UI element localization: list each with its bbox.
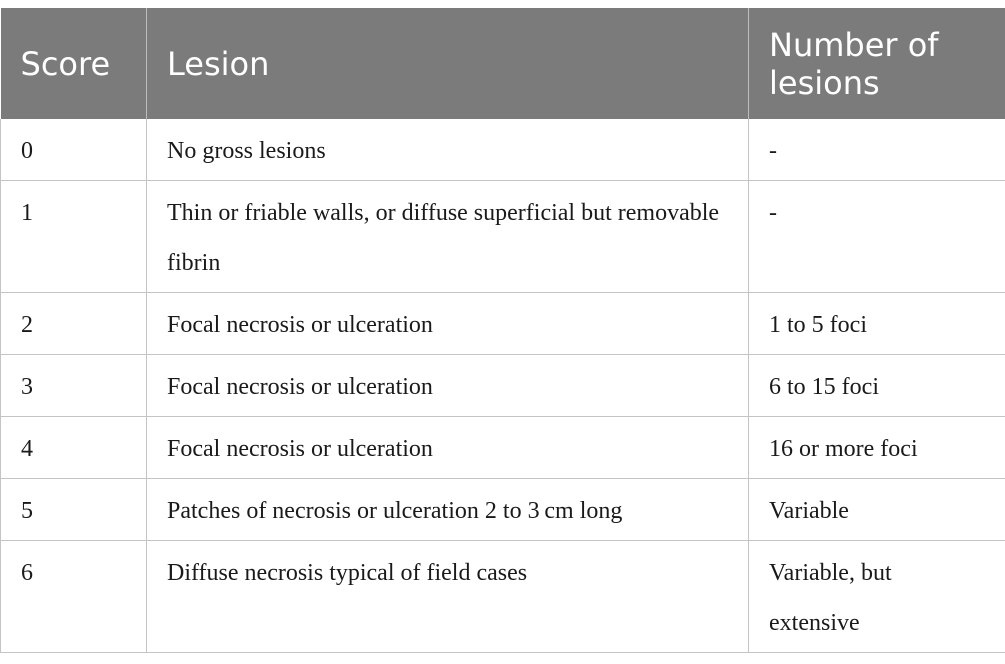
table-row bbox=[1, 293, 1005, 355]
header-number-of-lesions: Number of lesions bbox=[749, 8, 1005, 119]
lesion-cell: Thin or friable walls, or diffuse superficial but removable fibrin bbox=[147, 181, 749, 293]
score-cell: 3 bbox=[1, 355, 147, 417]
number-cell: - bbox=[749, 119, 1005, 181]
lesion-cell: Diffuse necrosis typical of field cases bbox=[147, 541, 749, 653]
lesion-score-table bbox=[0, 8, 1005, 653]
table-row bbox=[1, 119, 1005, 181]
lesion-cell: Patches of necrosis or ulceration 2 to 3 cm long bbox=[147, 479, 749, 541]
header-row bbox=[1, 8, 1005, 119]
number-cell: 16 or more foci bbox=[749, 417, 1005, 479]
header-score: Score bbox=[1, 8, 147, 119]
lesion-cell: No gross lesions bbox=[147, 119, 749, 181]
table-row bbox=[1, 479, 1005, 541]
number-cell: 1 to 5 foci bbox=[749, 293, 1005, 355]
header-lesion: Lesion bbox=[147, 8, 749, 119]
score-cell: 4 bbox=[1, 417, 147, 479]
number-cell: Variable, but extensive bbox=[749, 541, 1005, 653]
score-cell: 6 bbox=[1, 541, 147, 653]
table-row bbox=[1, 417, 1005, 479]
number-cell: Variable bbox=[749, 479, 1005, 541]
number-cell: - bbox=[749, 181, 1005, 293]
lesion-cell: Focal necrosis or ulceration bbox=[147, 355, 749, 417]
table-row bbox=[1, 181, 1005, 293]
lesion-cell: Focal necrosis or ulceration bbox=[147, 293, 749, 355]
number-cell: 6 to 15 foci bbox=[749, 355, 1005, 417]
table-header bbox=[1, 8, 1005, 119]
score-cell: 0 bbox=[1, 119, 147, 181]
score-cell: 1 bbox=[1, 181, 147, 293]
lesion-cell: Focal necrosis or ulceration bbox=[147, 417, 749, 479]
score-cell: 5 bbox=[1, 479, 147, 541]
table-row bbox=[1, 355, 1005, 417]
table-body bbox=[1, 119, 1005, 653]
score-cell: 2 bbox=[1, 293, 147, 355]
table-row bbox=[1, 541, 1005, 653]
score-table-container bbox=[0, 8, 1005, 653]
